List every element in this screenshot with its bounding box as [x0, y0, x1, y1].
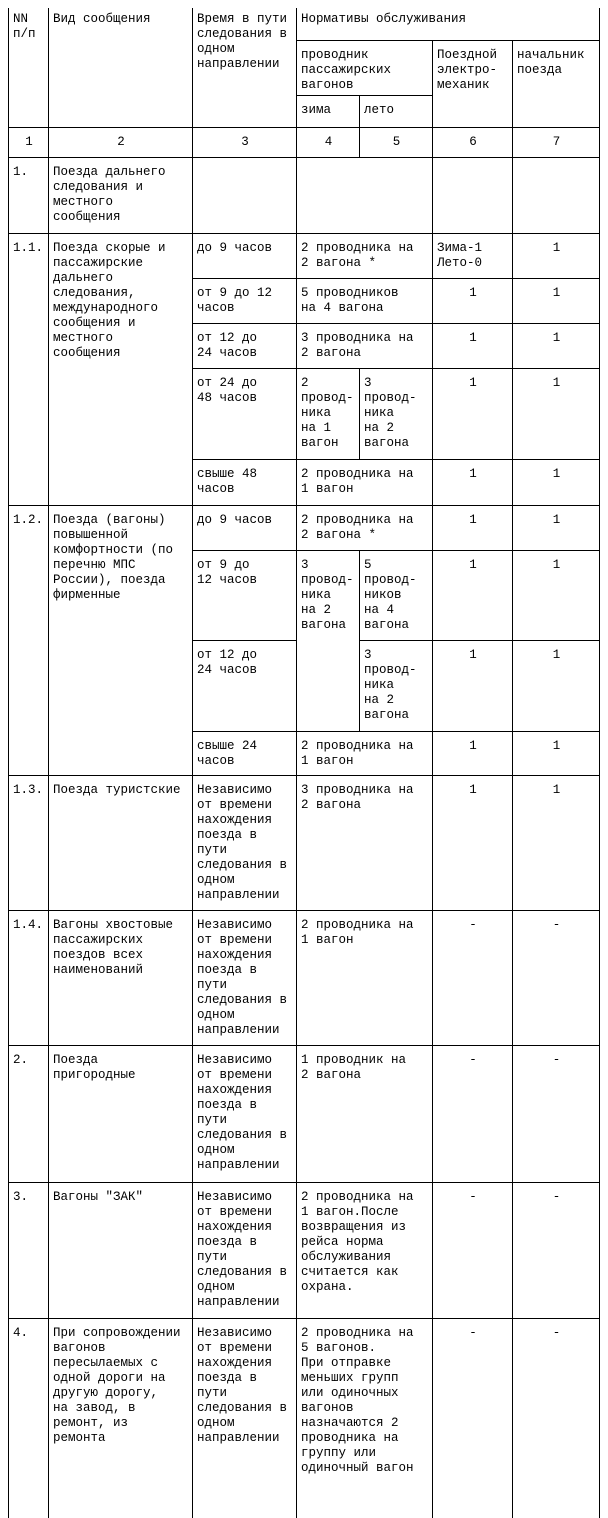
column-number: 7 — [513, 127, 600, 157]
table-cell — [193, 157, 297, 233]
table-cell: 2 провод- ника на 1 вагон — [297, 368, 360, 459]
header-summer: лето — [360, 95, 433, 127]
table-cell: - — [433, 1045, 513, 1182]
table-row — [9, 233, 600, 278]
table-cell: 2 проводника на 1 вагон.После возвращения из рейса норма обслуживания считается как охрана. — [297, 1182, 433, 1318]
column-number: 1 — [9, 127, 49, 157]
table-cell: Поезда пригородные — [49, 1045, 193, 1182]
table-cell: от 9 до 12 часов — [193, 550, 297, 640]
table-cell: 1 — [513, 368, 600, 459]
table-cell: 1 — [433, 640, 513, 731]
table-cell: - — [513, 1045, 600, 1182]
header-electromechanic: Поездной электро- механик — [433, 40, 513, 127]
table-cell: 2 проводника на 2 вагона * — [297, 233, 433, 278]
table-cell: Независимо от времени нахождения поезда в пути следования в одном направлении — [193, 775, 297, 910]
table-cell: свыше 24 часов — [193, 731, 297, 775]
table-cell: 1.4. — [9, 910, 49, 1045]
table-cell: 1 — [433, 550, 513, 640]
table-cell: 3 проводника на 2 вагона — [297, 775, 433, 910]
table-cell: 3 проводника на 2 вагона — [297, 323, 433, 368]
table-cell: Вагоны "ЗАК" — [49, 1182, 193, 1318]
table-cell: 1 — [433, 505, 513, 550]
header-time: Время в пути следования в одном направлении — [193, 8, 297, 127]
table-cell: 1 — [513, 278, 600, 323]
table-cell: 3 провод- ника на 2 вагона — [360, 368, 433, 459]
column-number: 5 — [360, 127, 433, 157]
table-cell: 2 проводника на 1 вагон — [297, 459, 433, 505]
table-cell: 1 — [433, 368, 513, 459]
header-nn: NN п/п — [9, 8, 49, 127]
table-row — [9, 910, 600, 1045]
table-cell: Независимо от времени нахождения поезда в пути следования в одном направлении — [193, 1182, 297, 1318]
column-number: 4 — [297, 127, 360, 157]
table-cell: 1 — [433, 323, 513, 368]
table-cell: Независимо от времени нахождения поезда в пути следования в одном направлении — [193, 1045, 297, 1182]
table-cell: Зима-1 Лето-0 — [433, 233, 513, 278]
table-cell: 1.3. — [9, 775, 49, 910]
column-number: 3 — [193, 127, 297, 157]
table-cell: 1 — [433, 731, 513, 775]
table-cell: 2 проводника на 5 вагонов. При отправке меньших групп или одиночных вагонов назначаются 2 проводника на группу или одиночный вагон — [297, 1318, 433, 1518]
table-cell: 1 — [513, 459, 600, 505]
table-cell: Поезда скорые и пассажирские дальнего следования, международного сообщения и местного сообщения — [49, 233, 193, 505]
table-cell: Независимо от времени нахождения поезда в пути следования в одном направлении — [193, 910, 297, 1045]
table-cell: Поезда (вагоны) повышенной комфортности (по перечню МПС России), поезда фирменные — [49, 505, 193, 775]
table-cell: 2 проводника на 1 вагон — [297, 731, 433, 775]
table-cell: - — [433, 1182, 513, 1318]
column-number: 2 — [49, 127, 193, 157]
table-cell: Вагоны хвостовые пассажирских поездов всех наименований — [49, 910, 193, 1045]
table-cell: 3 провод- ника на 2 вагона — [360, 640, 433, 731]
service-norms-table — [8, 8, 600, 1518]
header-chief: начальник поезда — [513, 40, 600, 127]
table-cell: Независимо от времени нахождения поезда в пути следования в одном направлении — [193, 1318, 297, 1518]
table-cell: 1 — [513, 550, 600, 640]
table-cell: 1 — [433, 278, 513, 323]
table-cell: от 24 до 48 часов — [193, 368, 297, 459]
column-number: 6 — [433, 127, 513, 157]
header-norms: Нормативы обслуживания — [297, 8, 600, 40]
table-row — [9, 1045, 600, 1182]
table-cell: 5 провод- ников на 4 вагона — [360, 550, 433, 640]
table-cell: до 9 часов — [193, 505, 297, 550]
table-cell — [433, 157, 513, 233]
table-cell: 2. — [9, 1045, 49, 1182]
table-cell: до 9 часов — [193, 233, 297, 278]
table-cell: 1.2. — [9, 505, 49, 775]
table-cell: 1 — [513, 233, 600, 278]
table-cell: 2 проводника на 2 вагона * — [297, 505, 433, 550]
table-cell: - — [433, 1318, 513, 1518]
header-kind: Вид сообщения — [49, 8, 193, 127]
table-cell: - — [433, 910, 513, 1045]
table-cell: 1 — [513, 775, 600, 910]
table-cell — [513, 157, 600, 233]
table-cell: 3. — [9, 1182, 49, 1318]
table-cell: - — [513, 1182, 600, 1318]
table-cell: 1 — [513, 323, 600, 368]
table-cell: от 12 до 24 часов — [193, 640, 297, 731]
table-cell: от 12 до 24 часов — [193, 323, 297, 368]
table-cell: Поезда туристские — [49, 775, 193, 910]
table-cell: 2 проводника на 1 вагон — [297, 910, 433, 1045]
table-cell: - — [513, 1318, 600, 1518]
table-cell: 1 проводник на 2 вагона — [297, 1045, 433, 1182]
table-cell — [297, 157, 433, 233]
table-cell: Поезда дальнего следования и местного сообщения — [49, 157, 193, 233]
table-cell: 1. — [9, 157, 49, 233]
table-cell: - — [513, 910, 600, 1045]
table-cell: 4. — [9, 1318, 49, 1518]
table-cell: 5 проводников на 4 вагона — [297, 278, 433, 323]
table-cell: 1 — [513, 731, 600, 775]
table-cell: 1 — [513, 505, 600, 550]
table-row — [9, 1318, 600, 1518]
table-row — [9, 505, 600, 550]
table-cell: 3 провод- ника на 2 вагона — [297, 550, 360, 731]
header-winter: зима — [297, 95, 360, 127]
table-row — [9, 1182, 600, 1318]
table-cell: 1 — [513, 640, 600, 731]
table-cell: 1.1. — [9, 233, 49, 505]
table-row — [9, 775, 600, 910]
table-cell: свыше 48 часов — [193, 459, 297, 505]
table-row — [9, 157, 600, 233]
table-cell: 1 — [433, 459, 513, 505]
table-cell: При сопровождении вагонов пересылаемых с одной дороги на другую дорогу, на завод, в ремонт, из ремонта — [49, 1318, 193, 1518]
header-conductor: проводник пассажирских вагонов — [297, 40, 433, 95]
table-cell: 1 — [433, 775, 513, 910]
table-cell: от 9 до 12 часов — [193, 278, 297, 323]
